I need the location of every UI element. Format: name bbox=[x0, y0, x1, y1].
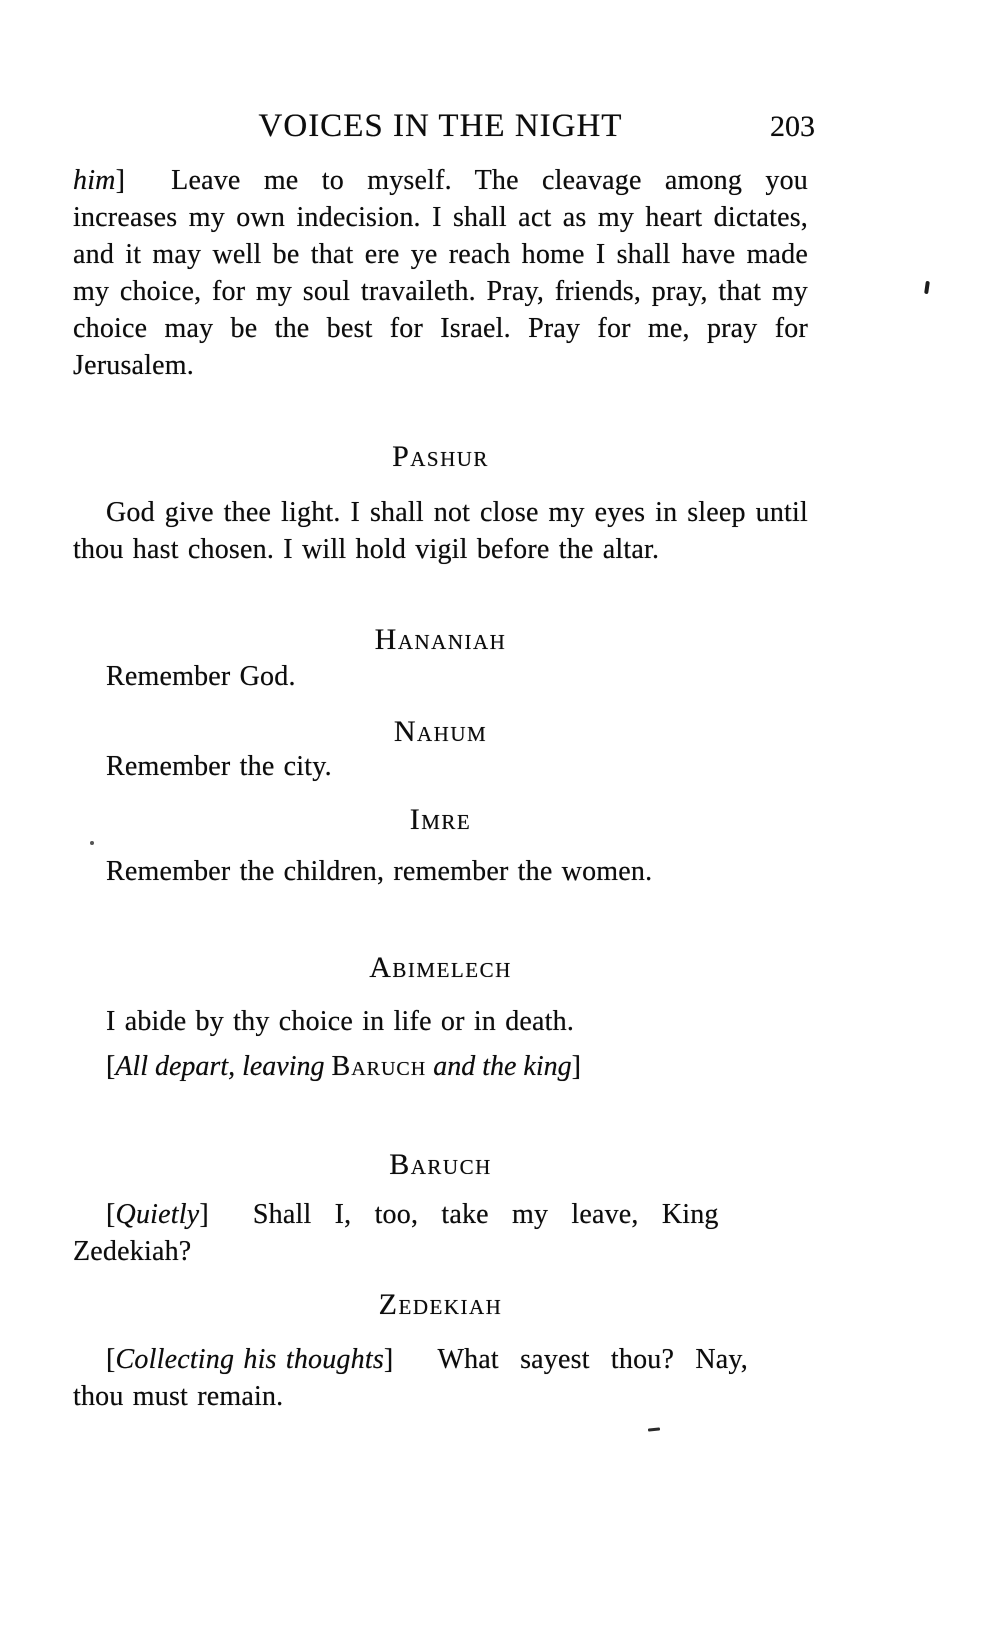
speech-pashur: God give thee light. I shall not close my eyes in sleep until thou hast chosen. I will hold vigil before the altar. bbox=[73, 497, 808, 565]
continuation-paragraph bbox=[73, 162, 808, 384]
page-number: 203 bbox=[770, 110, 815, 143]
speech-nahum: Remember the city. bbox=[106, 751, 332, 782]
zedekiah-direction: Collecting his thoughts bbox=[115, 1344, 384, 1375]
speaker-name-pashur: Pashur bbox=[392, 440, 489, 473]
speech-baruch bbox=[73, 1196, 808, 1270]
speech-abimelech: I abide by thy choice in life or in death. bbox=[106, 1006, 575, 1037]
running-title: VOICES IN THE NIGHT bbox=[258, 108, 623, 144]
ink-speck bbox=[648, 1427, 660, 1431]
speech-zedekiah bbox=[73, 1341, 808, 1415]
direction-text-after: and the king bbox=[426, 1051, 572, 1082]
direction-open-bracket: [ bbox=[106, 1051, 116, 1082]
speaker-name-nahum: Nahum bbox=[393, 715, 488, 748]
ink-speck bbox=[924, 281, 930, 294]
zedekiah-direction-open-bracket: [ bbox=[106, 1344, 116, 1375]
baruch-direction-open-bracket: [ bbox=[106, 1199, 116, 1230]
zedekiah-direction-close-bracket: ] bbox=[383, 1344, 394, 1375]
speaker-name-abimelech: Abimelech bbox=[369, 951, 512, 984]
ink-speck bbox=[90, 841, 94, 845]
continuation-text: Leave me to myself. The cleavage among you increases my own indecision. I shall act as my heart dictates, and it may well be that ere ye reach home I shall have made my choice, for my soul travaileth. Pray, friends, pray, that my choice may be the best for Israel. Pray for me, pray for Jerusalem. bbox=[73, 165, 808, 381]
catchword-bracket: ] bbox=[115, 165, 126, 196]
stage-direction bbox=[73, 1048, 808, 1085]
speaker-name-hananiah: Hananiah bbox=[374, 623, 507, 656]
baruch-line-2: Zedekiah? bbox=[73, 1236, 192, 1267]
speaker-name-zedekiah: Zedekiah bbox=[378, 1288, 503, 1321]
direction-close-bracket: ] bbox=[571, 1051, 581, 1082]
direction-character-name: Baruch bbox=[331, 1051, 427, 1082]
speaker-name-imre: Imre bbox=[409, 803, 472, 836]
zedekiah-line-2: thou must remain. bbox=[73, 1381, 284, 1412]
catchword-italic: him bbox=[73, 165, 116, 196]
speech-hananiah: Remember God. bbox=[106, 661, 296, 692]
speech-imre: Remember the children, remember the women. bbox=[106, 856, 653, 887]
baruch-direction-close-bracket: ] bbox=[199, 1199, 209, 1230]
baruch-direction: Quietly bbox=[115, 1199, 200, 1230]
direction-text-before: All depart, leaving bbox=[115, 1051, 332, 1082]
zedekiah-line-1: What sayest thou? Nay, bbox=[437, 1344, 748, 1375]
speaker-name-baruch: Baruch bbox=[389, 1148, 492, 1181]
baruch-line-1: Shall I, too, take my leave, King bbox=[252, 1199, 719, 1230]
